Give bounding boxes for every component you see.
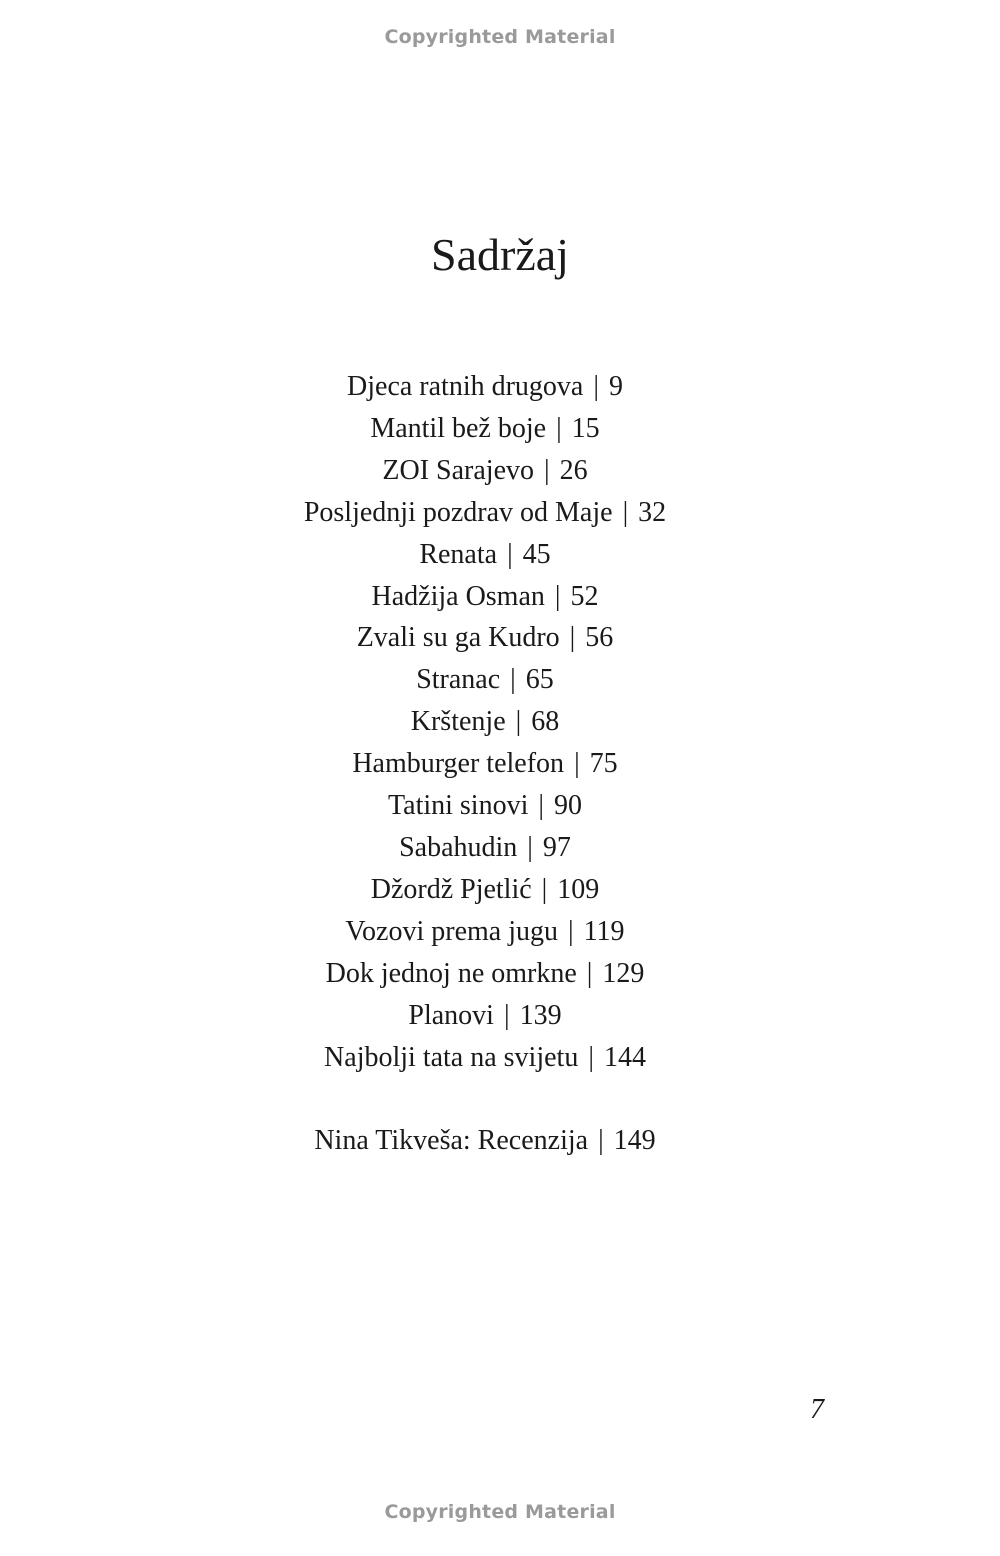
toc-entry <box>0 534 970 576</box>
toc-entry-page: 15 <box>571 412 600 444</box>
toc-entry-page: 97 <box>542 831 571 863</box>
toc-separator: | <box>593 371 599 402</box>
page-title: Sadržaj <box>431 229 569 280</box>
toc-entry <box>0 869 970 911</box>
toc-entry-title: Renata <box>419 538 498 570</box>
toc-entry-page: 139 <box>519 999 562 1031</box>
toc-entry-review <box>0 1120 970 1162</box>
toc-entry-page: 65 <box>525 664 554 696</box>
toc-entry-page: 75 <box>589 748 618 780</box>
toc-entry-title: Vozovi prema jugu <box>345 915 558 947</box>
toc-entry <box>0 659 970 701</box>
toc-separator: | <box>538 790 544 822</box>
toc-entry <box>0 492 970 534</box>
toc-entry-title: Nina Tikveša: Recenzija <box>314 1125 589 1157</box>
toc-entry-page: 52 <box>570 580 599 612</box>
toc-separator: | <box>515 706 522 738</box>
toc-separator: | <box>541 873 548 905</box>
toc-entry <box>0 408 970 450</box>
toc-separator: | <box>556 412 562 444</box>
toc-entry-title: Dok jednoj ne omrkne <box>325 957 577 989</box>
toc-entry <box>0 576 970 618</box>
toc-entry <box>0 701 970 743</box>
toc-separator: | <box>586 957 593 989</box>
toc-entry-title: Hadžija Osman <box>371 580 545 612</box>
toc-entry-title: Krštenje <box>410 706 506 738</box>
toc-entry <box>0 911 970 953</box>
toc-entry-title: Stranac <box>416 664 501 696</box>
toc-separator: | <box>527 831 533 863</box>
toc-entry <box>0 743 970 785</box>
toc-entry-title: ZOI Sarajevo <box>382 454 534 486</box>
toc-entry <box>0 450 970 492</box>
toc-entry-page: 9 <box>608 371 623 402</box>
toc-entry-page: 32 <box>638 496 667 528</box>
toc-entry-title: Djeca ratnih drugova <box>347 371 584 402</box>
toc-entry-page: 26 <box>559 454 588 486</box>
toc-entry-page: 90 <box>553 790 582 822</box>
watermark-top: Copyrighted Material <box>384 26 616 48</box>
toc-entry-page: 56 <box>585 622 614 654</box>
toc-entry <box>0 785 970 827</box>
toc-separator: | <box>554 580 561 612</box>
watermark-bottom: Copyrighted Material <box>384 1501 616 1523</box>
toc-separator: | <box>503 999 510 1031</box>
toc-entry <box>0 1037 970 1079</box>
toc-entry <box>0 366 970 408</box>
toc-separator: | <box>588 1041 594 1073</box>
toc-entry-title: Najbolji tata na svijetu <box>324 1041 579 1073</box>
toc-separator: | <box>622 496 629 528</box>
toc-entry-title: Džordž Pjetlić <box>370 873 532 905</box>
toc-entry-title: Sabahudin <box>399 831 518 863</box>
toc-entry-title: Zvali su ga Kudro <box>356 622 560 654</box>
table-of-contents <box>0 366 970 1162</box>
toc-entry-page: 144 <box>603 1041 646 1073</box>
toc-entry-page: 68 <box>531 706 560 738</box>
toc-entry-page: 129 <box>602 957 645 989</box>
toc-entry-page: 149 <box>613 1125 656 1157</box>
toc-entry <box>0 827 970 869</box>
toc-entry-page: 45 <box>522 538 551 570</box>
toc-entry-title: Planovi <box>408 999 494 1031</box>
toc-entry <box>0 953 970 995</box>
toc-separator: | <box>574 748 580 780</box>
toc-entry-title: Mantil bež boje <box>370 412 547 444</box>
toc-entry <box>0 617 970 659</box>
toc-entry-title: Posljednji pozdrav od Maje <box>303 496 613 528</box>
toc-entry <box>0 995 970 1037</box>
toc-separator: | <box>507 538 513 570</box>
toc-separator: | <box>567 915 574 947</box>
toc-entry-title: Hamburger telefon <box>352 748 565 780</box>
toc-separator: | <box>598 1125 604 1157</box>
toc-entry-page: 119 <box>583 915 625 947</box>
toc-separator: | <box>569 622 576 654</box>
toc-entry-page: 109 <box>557 873 600 905</box>
toc-entry-title: Tatini sinovi <box>388 790 529 822</box>
toc-separator: | <box>544 454 550 486</box>
page-number: 7 <box>810 1394 824 1425</box>
toc-separator: | <box>510 664 516 696</box>
